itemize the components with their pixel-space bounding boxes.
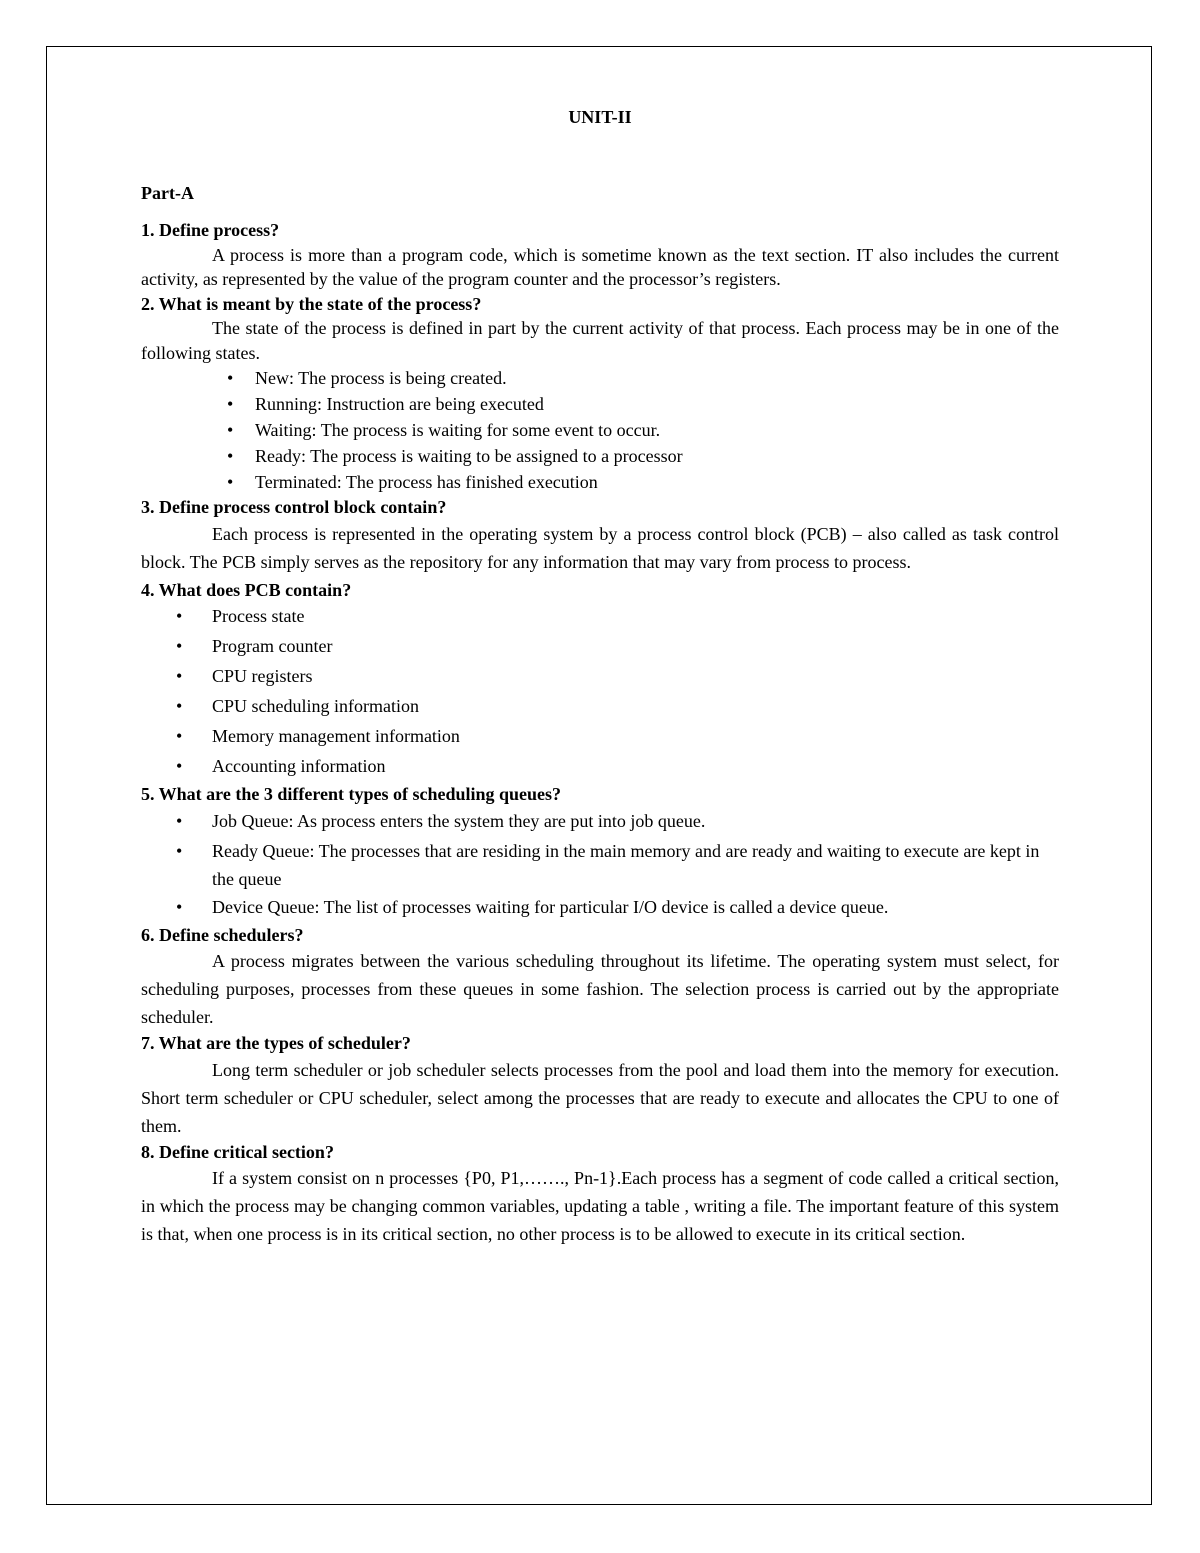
- list-item: • Waiting: The process is waiting for some event to occur.: [141, 417, 1059, 443]
- unit-title: UNIT-II: [568, 107, 632, 127]
- list-item: • Memory management information: [141, 722, 1059, 752]
- question-6: 6. Define schedulers?: [141, 924, 304, 945]
- list-item: • Process state: [141, 602, 1059, 632]
- list-item: • Ready: The process is waiting to be assigned to a processor: [141, 443, 1059, 469]
- list-item: • Terminated: The process has finished execution: [141, 469, 1059, 495]
- list-item: • CPU registers: [141, 662, 1059, 692]
- list-item: • Program counter: [141, 632, 1059, 662]
- bullet-icon: •: [176, 840, 183, 861]
- bullet-icon: •: [227, 368, 234, 388]
- answer-3: Each process is represented in the operating system by a process control block (PCB) – also called as task control block. The PCB simply serves as the repository for any information that may vary from process to process.: [141, 523, 1059, 572]
- bullet-icon: •: [176, 726, 183, 746]
- question-1: 1. Define process?: [141, 220, 280, 240]
- question-2: 2. What is meant by the state of the process?: [141, 293, 482, 314]
- bullet-icon: •: [227, 446, 234, 466]
- answer-7: Long term scheduler or job scheduler selects processes from the pool and load them into the memory for execution. Short term scheduler or CPU scheduler, select among the processes that are ready to execute and allocates the CPU to one of them.: [141, 1059, 1059, 1136]
- bullet-icon: •: [176, 606, 183, 626]
- question-8: 8. Define critical section?: [141, 1141, 334, 1162]
- part-title: Part-A: [141, 183, 194, 203]
- answer-8: If a system consist on n processes {P0, P1,……., Pn-1}.Each process has a segment of code called a critical section, in which the process may be changing common variables, updating a table , writing a file. The important feature of this system is that, when one process is in its critical section, no other process is to be allowed to execute in its critical section.: [141, 1168, 1059, 1244]
- bullet-icon: •: [176, 810, 183, 831]
- answer-6: A process migrates between the various scheduling throughout its lifetime. The operating system must select, for scheduling purposes, processes from these queues in some fashion. The selection process is carried out by the appropriate scheduler.: [141, 951, 1059, 1027]
- document-content: [141, 105, 1059, 1248]
- question-4: 4. What does PCB contain?: [141, 579, 352, 600]
- bullet-icon: •: [176, 666, 183, 686]
- bullet-icon: •: [176, 756, 183, 776]
- pcb-contents-list: [141, 602, 1059, 782]
- list-item: • Running: Instruction are being executed: [141, 391, 1059, 417]
- bullet-icon: •: [176, 896, 183, 917]
- answer-2: The state of the process is defined in part by the current activity of that process. Each process may be in one of the following states.: [141, 318, 1059, 363]
- bullet-icon: •: [176, 636, 183, 656]
- bullet-icon: •: [176, 696, 183, 716]
- process-states-list: [141, 365, 1059, 495]
- list-item: • CPU scheduling information: [141, 692, 1059, 722]
- list-item: • Device Queue: The list of processes waiting for particular I/O device is called a device queue.: [141, 893, 1059, 923]
- list-item: • Job Queue: As process enters the system they are put into job queue.: [141, 807, 1059, 837]
- answer-1: A process is more than a program code, which is sometime known as the text section. IT also includes the current activity, as represented by the value of the program counter and the processor’s registers.: [141, 244, 1059, 289]
- question-3: 3. Define process control block contain?: [141, 497, 447, 517]
- list-item: • Ready Queue: The processes that are residing in the main memory and are ready and waiting to execute are kept in the queue: [141, 837, 1059, 893]
- bullet-icon: •: [227, 394, 234, 414]
- list-item: • Accounting information: [141, 752, 1059, 782]
- bullet-icon: •: [227, 472, 234, 492]
- question-7: 7. What are the types of scheduler?: [141, 1033, 411, 1053]
- scheduling-queues-list: [141, 807, 1059, 923]
- list-item: • New: The process is being created.: [141, 365, 1059, 391]
- bullet-icon: •: [227, 420, 234, 440]
- question-5: 5. What are the 3 different types of scheduling queues?: [141, 784, 562, 804]
